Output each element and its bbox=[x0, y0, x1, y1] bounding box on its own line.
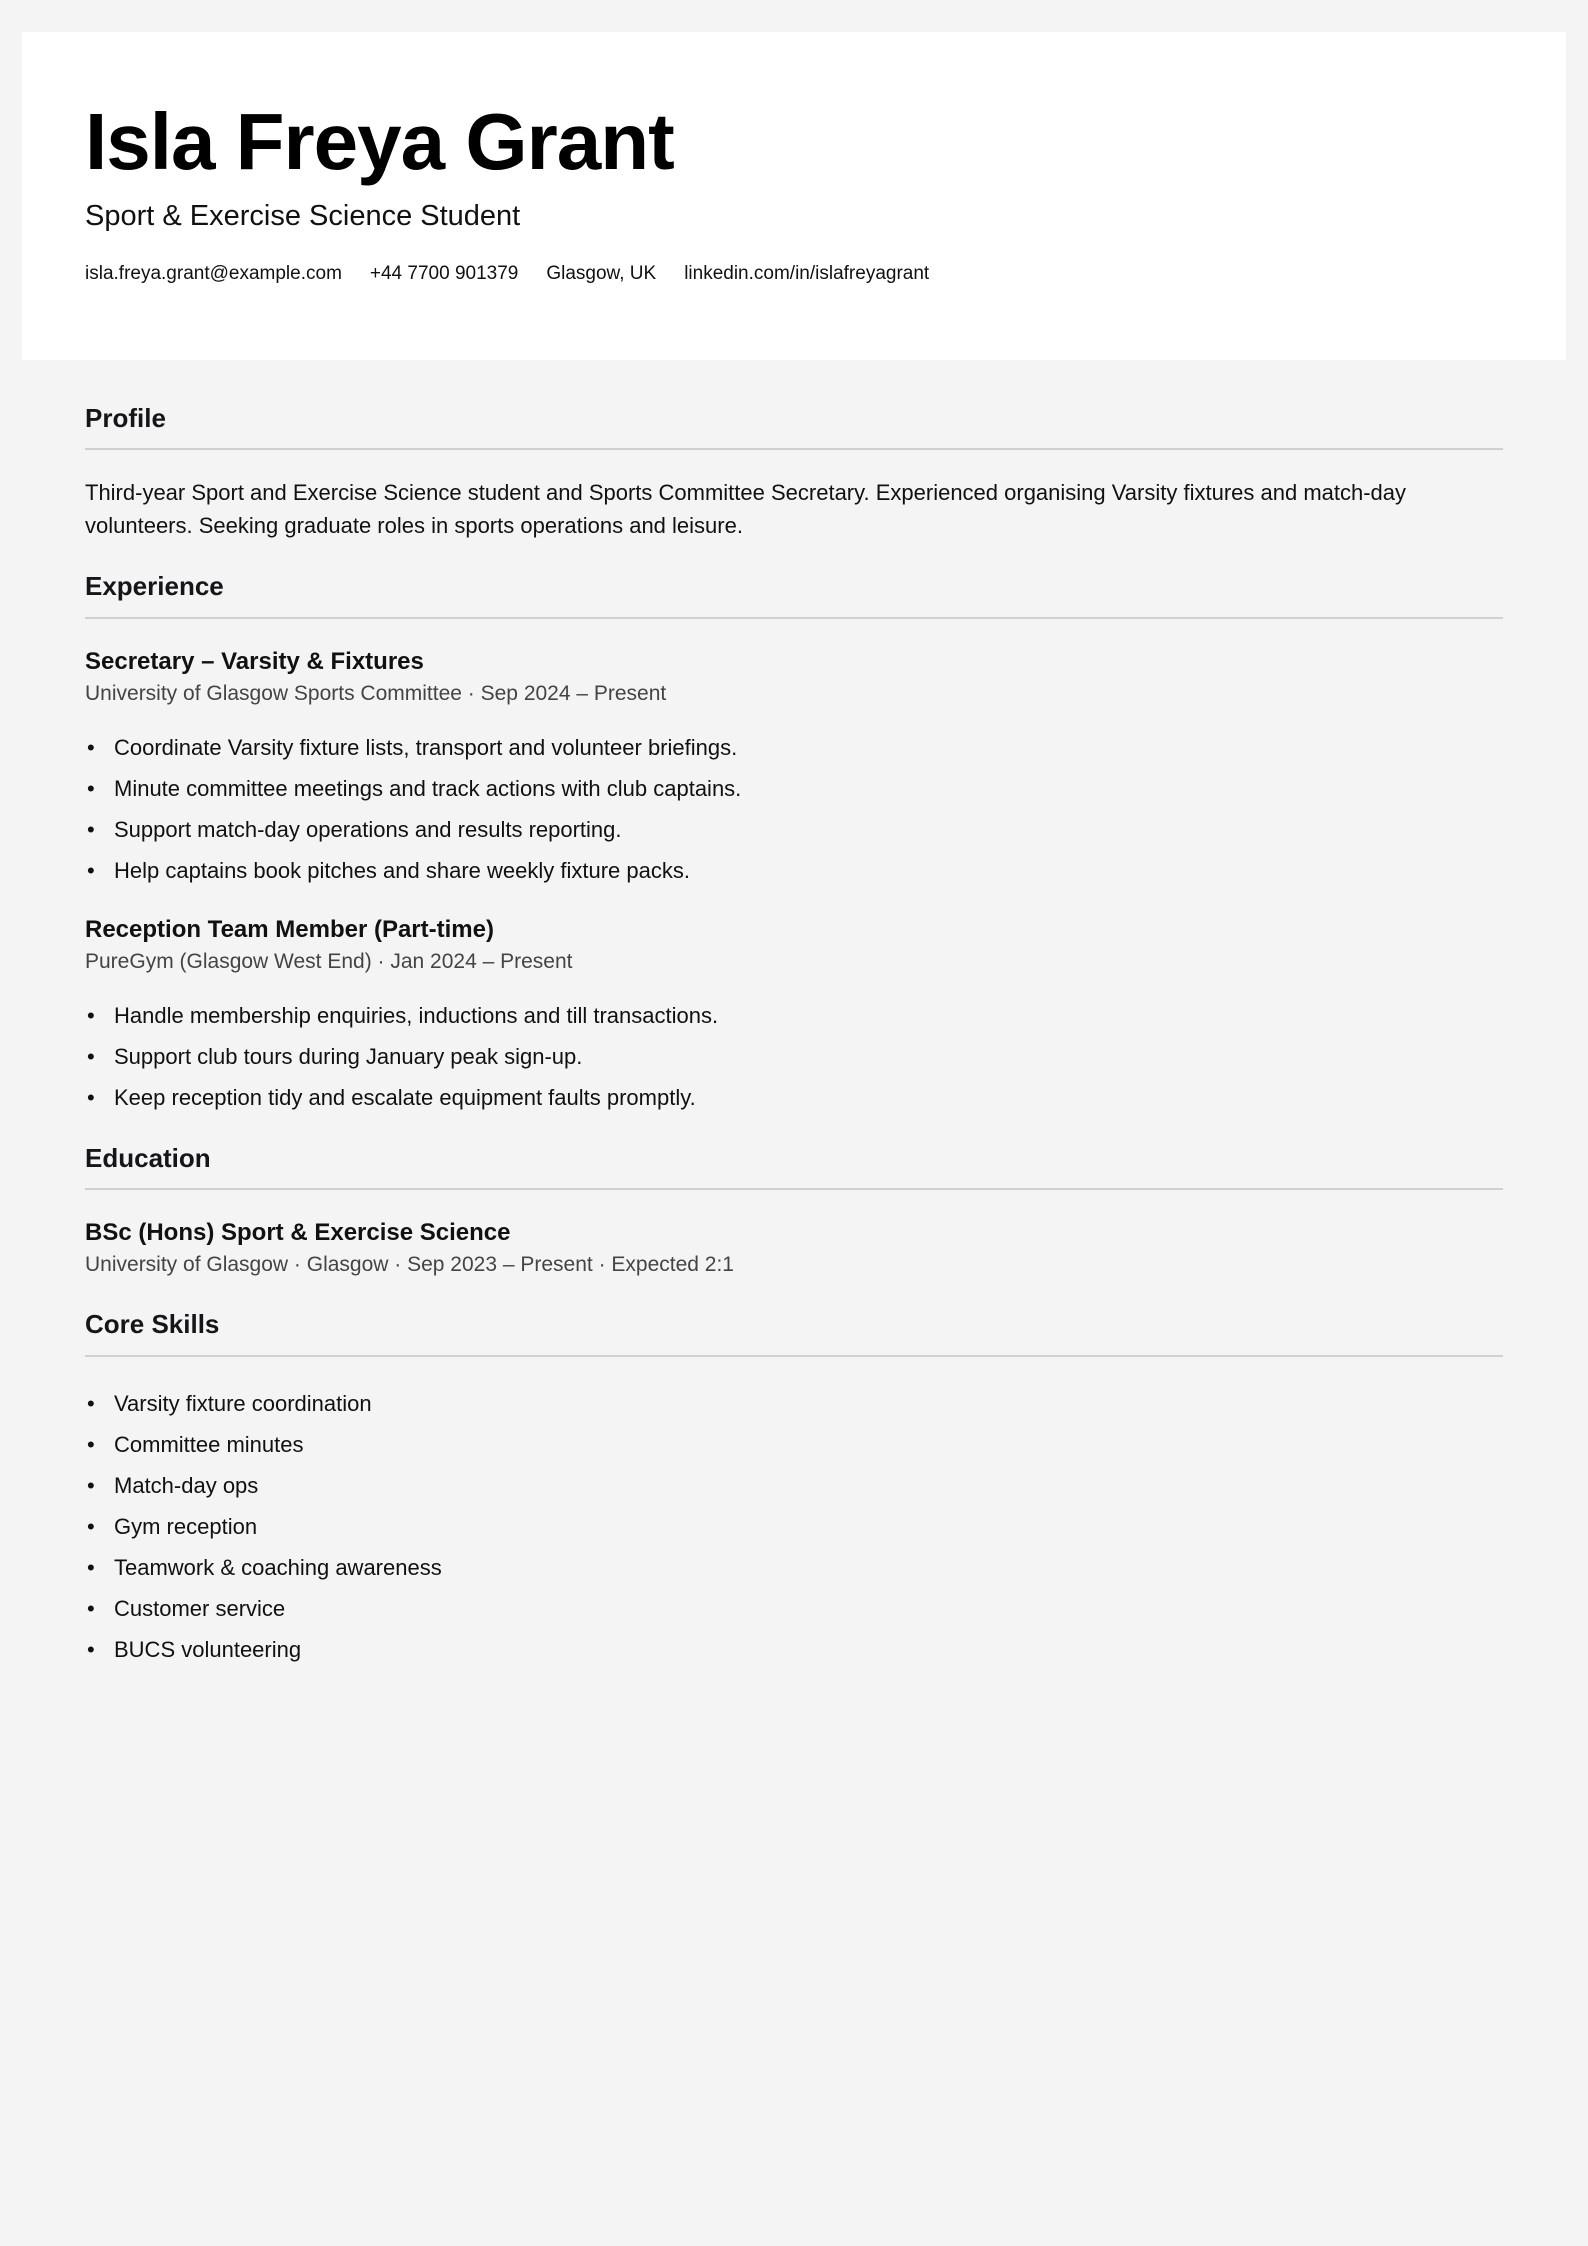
bullet-icon: • bbox=[87, 1472, 95, 1498]
bullet-icon: • bbox=[87, 1554, 95, 1580]
section-title-experience: Experience bbox=[85, 571, 224, 602]
experience-section bbox=[85, 568, 1503, 1117]
candidate-name: Isla Freya Grant bbox=[85, 97, 674, 186]
list-item-text: Handle membership enquiries, inductions and till transactions. bbox=[114, 1002, 719, 1028]
section-title-profile: Profile bbox=[85, 403, 166, 433]
bullet-icon: • bbox=[87, 1002, 95, 1028]
job-meta: University of Glasgow Sports Committee · Sep 2024 – Present bbox=[85, 681, 667, 705]
job-meta: PureGym (Glasgow West End) · Jan 2024 – Present bbox=[85, 949, 573, 973]
list-item bbox=[85, 1588, 1503, 1629]
list-item-text: Customer service bbox=[114, 1595, 286, 1621]
bullet-icon: • bbox=[87, 775, 95, 801]
list-item bbox=[85, 1036, 1503, 1077]
contact-linkedin[interactable]: linkedin.com/in/islafreyagrant bbox=[684, 263, 930, 284]
education-meta: University of Glasgow · Glasgow · Sep 2023 – Present · Expected 2:1 bbox=[85, 1253, 734, 1277]
list-item bbox=[85, 1077, 1503, 1118]
list-item bbox=[85, 1465, 1503, 1506]
list-item-text: Support club tours during January peak sign-up. bbox=[114, 1043, 583, 1069]
profile-section bbox=[85, 400, 1503, 542]
bullet-icon: • bbox=[87, 734, 95, 760]
contact-row bbox=[85, 263, 1566, 285]
contact-phone: +44 7700 901379 bbox=[369, 263, 519, 284]
profile-text: Third-year Sport and Exercise Science student and Sports Committee Secretary. Experienced organising Varsity fixtures and match-day volunteers. Seeking graduate roles in sports operations and leisure. bbox=[85, 480, 1407, 539]
list-item-text: Coordinate Varsity fixture lists, transport and volunteer briefings. bbox=[114, 734, 738, 760]
bullet-icon: • bbox=[87, 1636, 95, 1662]
list-item-text: Minute committee meetings and track actions with club captains. bbox=[114, 775, 742, 801]
resume-body bbox=[85, 400, 1503, 1670]
skills-list bbox=[85, 1383, 1503, 1670]
bullet-icon: • bbox=[87, 816, 95, 842]
list-item-text: Committee minutes bbox=[114, 1431, 304, 1457]
list-item-text: Help captains book pitches and share weekly fixture packs. bbox=[114, 857, 690, 883]
job-title: Secretary – Varsity & Fixtures bbox=[85, 647, 424, 675]
list-item bbox=[85, 1506, 1503, 1547]
list-item-text: Gym reception bbox=[114, 1513, 258, 1539]
section-divider bbox=[85, 1355, 1503, 1357]
list-item-text: Varsity fixture coordination bbox=[114, 1390, 372, 1416]
list-item bbox=[85, 1629, 1503, 1670]
bullet-icon: • bbox=[87, 1084, 95, 1110]
list-item-text: Teamwork & coaching awareness bbox=[114, 1554, 442, 1580]
education-section bbox=[85, 1140, 1503, 1280]
education-entry bbox=[85, 1216, 1503, 1280]
list-item bbox=[85, 1383, 1503, 1424]
contact-location: Glasgow, UK bbox=[546, 263, 657, 284]
degree-title: BSc (Hons) Sport & Exercise Science bbox=[85, 1219, 511, 1247]
bullet-icon: • bbox=[87, 1431, 95, 1457]
list-item-text: Keep reception tidy and escalate equipment faults promptly. bbox=[114, 1084, 696, 1110]
contact-email[interactable]: isla.freya.grant@example.com bbox=[85, 263, 342, 284]
candidate-subtitle: Sport & Exercise Science Student bbox=[85, 200, 521, 232]
section-title-skills: Core Skills bbox=[85, 1309, 220, 1340]
list-item-text: Match-day ops bbox=[114, 1472, 259, 1498]
section-title-education: Education bbox=[85, 1142, 211, 1173]
list-item bbox=[85, 850, 1503, 891]
list-item bbox=[85, 727, 1503, 768]
section-divider bbox=[85, 448, 1503, 450]
section-divider bbox=[85, 617, 1503, 619]
list-item-text: BUCS volunteering bbox=[114, 1636, 302, 1662]
job-bullets bbox=[85, 727, 1503, 891]
bullet-icon: • bbox=[87, 857, 95, 883]
job-bullets bbox=[85, 995, 1503, 1118]
list-item bbox=[85, 809, 1503, 850]
bullet-icon: • bbox=[87, 1390, 95, 1416]
section-divider bbox=[85, 1188, 1503, 1190]
resume-header bbox=[22, 32, 1566, 360]
job-title: Reception Team Member (Part-time) bbox=[85, 915, 494, 943]
list-item bbox=[85, 768, 1503, 809]
bullet-icon: • bbox=[87, 1043, 95, 1069]
list-item-text: Support match-day operations and results reporting. bbox=[114, 816, 622, 842]
bullet-icon: • bbox=[87, 1595, 95, 1621]
job-entry bbox=[85, 645, 1503, 891]
skills-section bbox=[85, 1306, 1503, 1669]
list-item bbox=[85, 1547, 1503, 1588]
bullet-icon: • bbox=[87, 1513, 95, 1539]
list-item bbox=[85, 1424, 1503, 1465]
list-item bbox=[85, 995, 1503, 1036]
job-entry bbox=[85, 913, 1503, 1118]
